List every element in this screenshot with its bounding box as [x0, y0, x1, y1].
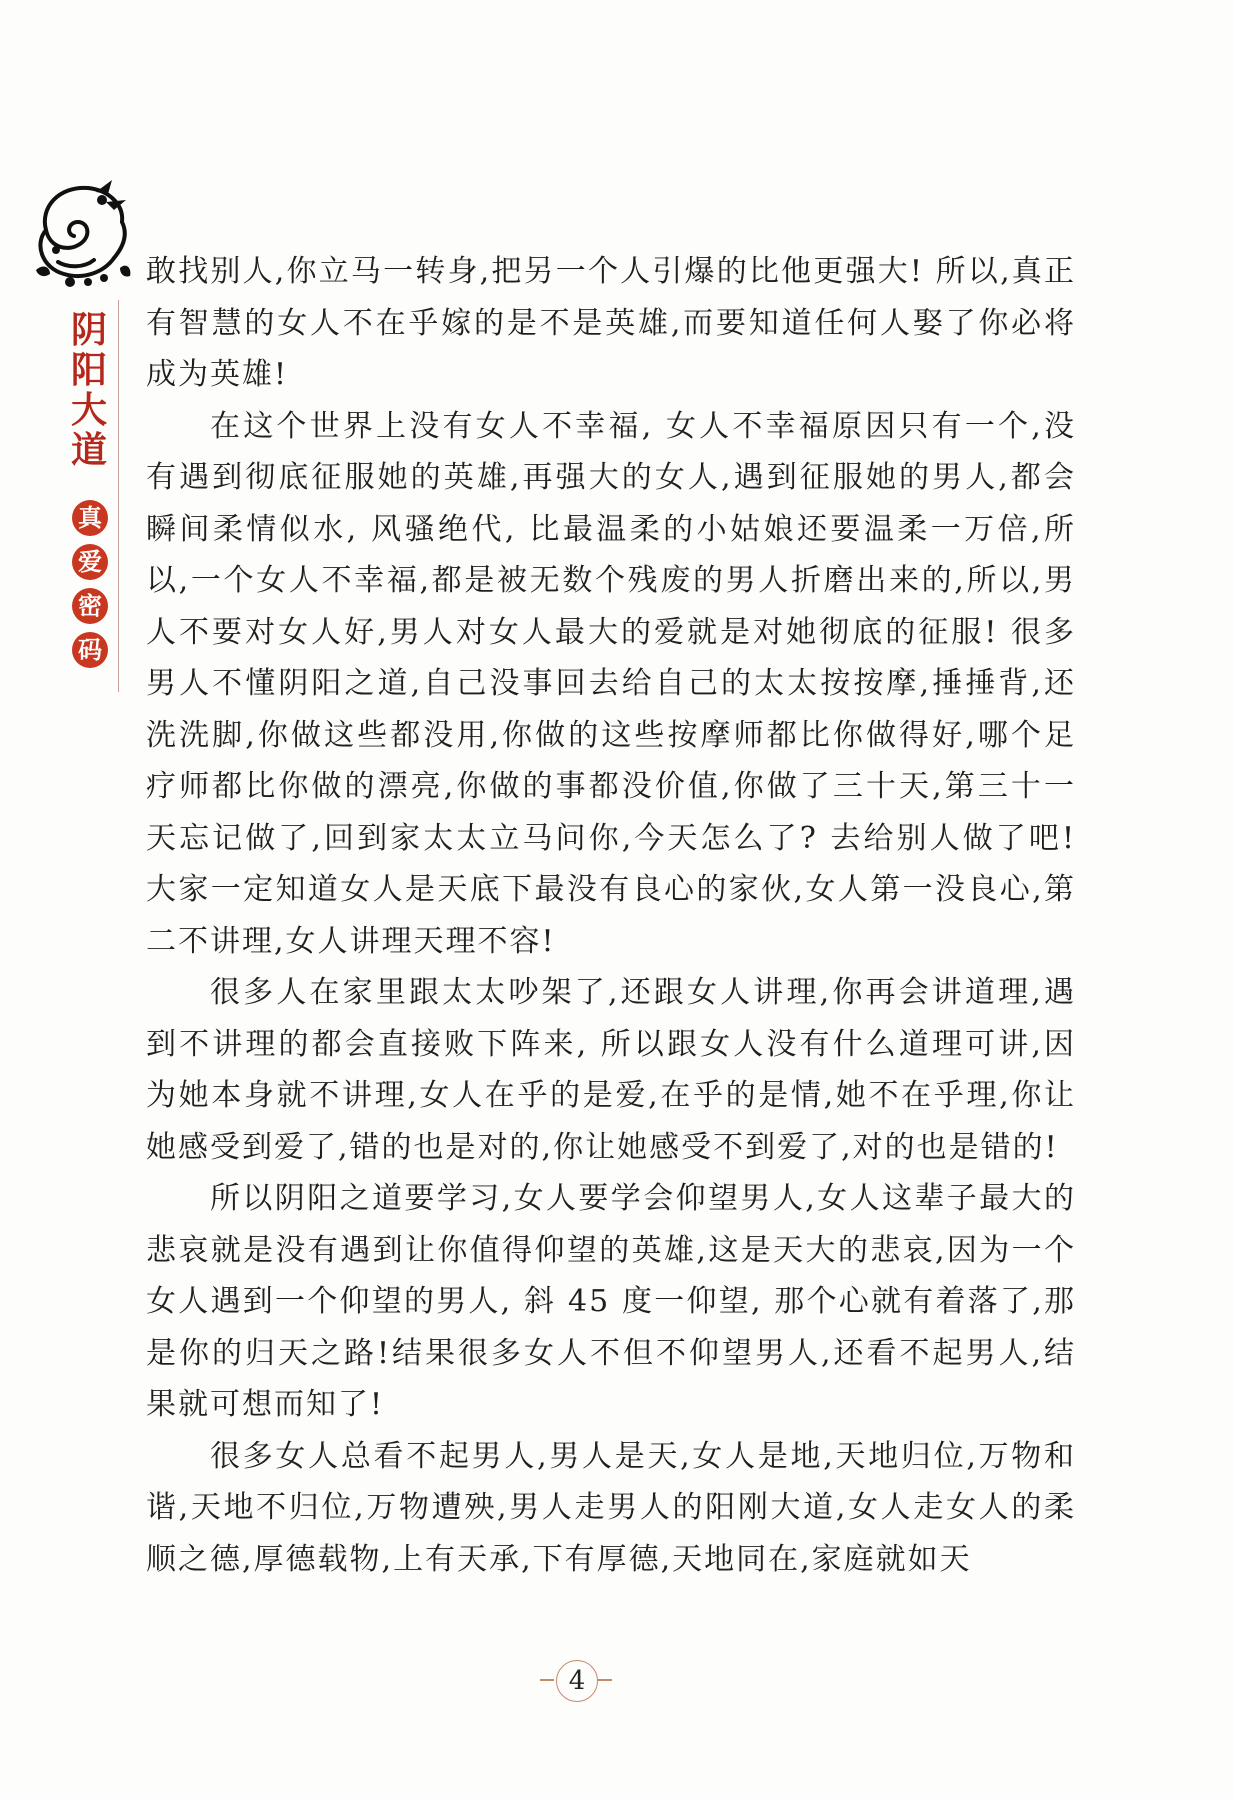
paragraph: 所以阴阳之道要学习,女人要学会仰望男人,女人这辈子最大的悲哀就是没有遇到让你值得仰望的英雄,这是天大的悲哀,因为一个女人遇到一个仰望的男人, 斜 45 度一仰望, 那个心就有着落了,那是你的归天之路!结果很多女人不但不仰望男人,还看不起男人,结果就可想而知了!	[146, 1181, 1076, 1422]
book-title-char: 大	[70, 389, 107, 431]
paragraph: 敢找别人,你立马一转身,把另一个人引爆的比他更强大! 所以,真正有智慧的女人不在乎嫁的是不是英雄,而要知道任何人娶了你必将成为英雄!	[146, 254, 1076, 392]
body-text	[146, 246, 1076, 1585]
subtitle-badge: 密	[72, 588, 108, 624]
book-title-char: 阴	[70, 309, 107, 351]
paragraph: 很多人在家里跟太太吵架了,还跟女人讲理,你再会讲道理,遇到不讲理的都会直接败下阵来, 所以跟女人没有什么道理可讲,因为她本身就不讲理,女人在乎的是爱,在乎的是情,她不在乎理,你让她感受到爱了,错的也是对的,你让她感受不到爱了,对的也是错的!	[146, 975, 1076, 1165]
subtitle-badge: 真	[72, 500, 108, 536]
dragon-icon	[28, 178, 134, 290]
page-number-ornament-right	[598, 1679, 612, 1681]
paragraph: 很多女人总看不起男人,男人是天,女人是地,天地归位,万物和谐,天地不归位,万物遭殃,男人走男人的阳刚大道,女人走女人的柔顺之德,厚德载物,上有天承,下有厚德,天地同在,家庭就如天	[146, 1438, 1076, 1577]
book-title	[66, 310, 112, 470]
subtitle-badge: 码	[72, 632, 108, 668]
page-number: 4	[556, 1660, 598, 1702]
page-number-ornament-left	[540, 1679, 554, 1681]
sidebar-divider	[118, 300, 119, 692]
chapter-subtitle	[72, 500, 110, 676]
book-title-char: 道	[70, 429, 107, 471]
paragraph: 在这个世界上没有女人不幸福, 女人不幸福原因只有一个,没有遇到彻底征服她的英雄,再强大的女人,遇到征服她的男人,都会瞬间柔情似水, 风骚绝代, 比最温柔的小姑娘还要温柔一万倍,所以,一个女人不幸福,都是被无数个残废的男人折磨出来的,所以,男人不要对女人好,男人对女人最大的爱就是对她彻底的征服! 很多男人不懂阴阳之道,自己没事回去给自己的太太按按摩,捶捶背,还洗洗脚,你做这些都没用,你做的这些按摩师都比你做得好,哪个足疗师都比你做的漂亮,你做的事都没价值,你做了三十天,第三十一天忘记做了,回到家太太立马问你,今天怎么了? 去给别人做了吧! 大家一定知道女人是天底下最没有良心的家伙,女人第一没良心,第二不讲理,女人讲理天理不容!	[146, 408, 1076, 959]
subtitle-badge: 爱	[72, 544, 108, 580]
book-title-char: 阳	[70, 349, 107, 391]
